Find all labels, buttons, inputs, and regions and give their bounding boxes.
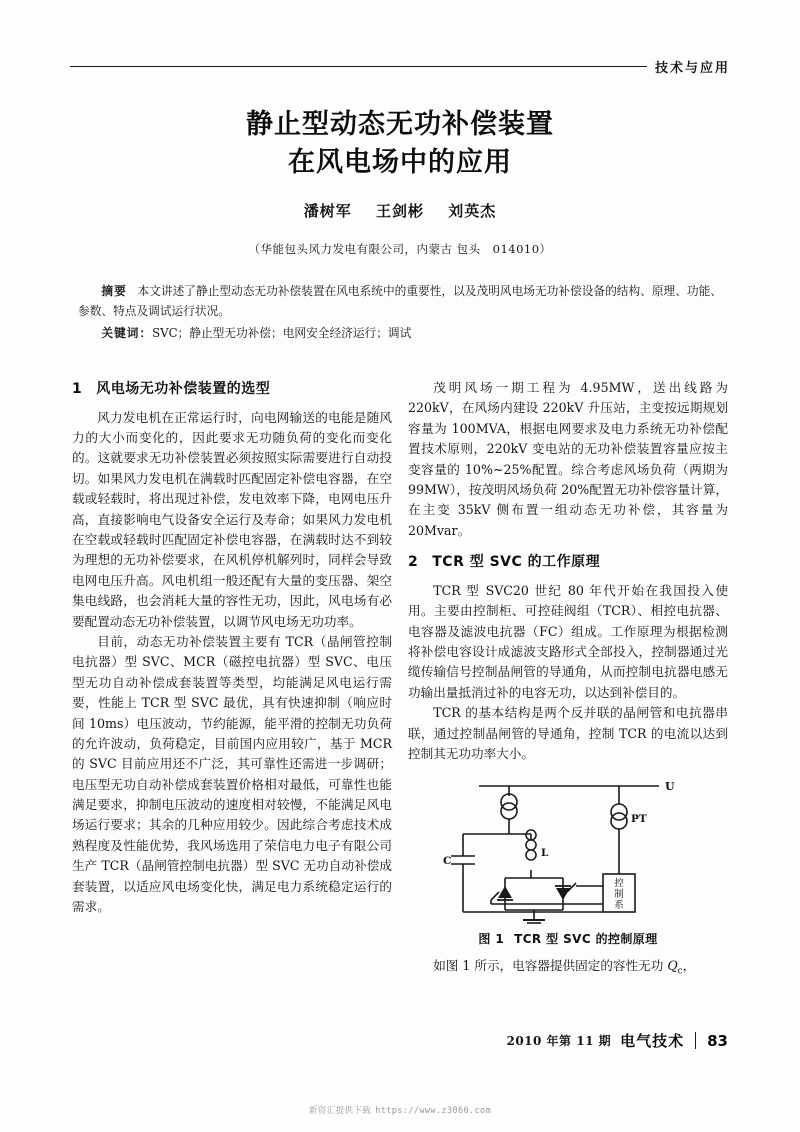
- thyristor-symbol-2: [556, 888, 570, 900]
- page-title: [70, 106, 730, 183]
- thyristor-symbol-1: [498, 886, 512, 898]
- section-number-1: 1: [72, 381, 83, 397]
- footer-issue: 2010 年第 11 期: [506, 1034, 612, 1048]
- section-heading-1: [72, 378, 392, 401]
- section-heading-2: [408, 551, 728, 574]
- section-2-paragraph-1: TCR 型 SVC20 世纪 80 年代开始在我国投入使用。主要由控制柜、可控硅阀组（TCR）、相控电抗器、电容器及滤波电抗器（FC）组成。工作原理为根据检测将补偿电容设计成滤波支路形式全部投入，控制器通过光缆传输信号控制晶闸管的导通角，从而控制电抗器电感无功输出量抵消过补的电容无功，以达到补偿目的。: [408, 582, 728, 700]
- quantity-symbol-qc: [667, 957, 683, 977]
- watermark-text: 新资汇提供下载: [308, 1106, 372, 1116]
- figure-number: 图 1: [478, 932, 505, 947]
- section-title-1: 风电场无功补偿装置的选型: [96, 381, 271, 397]
- capacitor-label: C: [443, 855, 452, 868]
- author-1: 潘树军: [303, 201, 352, 220]
- left-column: [72, 378, 392, 917]
- author-3: 刘英杰: [448, 201, 497, 220]
- page-footer: [0, 1030, 800, 1051]
- figure-1: [408, 774, 728, 949]
- download-watermark: [0, 1104, 800, 1116]
- right-column-intro-paragraph: 茂明风场一期工程为 4.95MW，送出线路为 220kV，在风场内建设 220kV 升压站，主变按远期规划容量为 100MVA，根据电网要求及电力系统无功补偿配置技术原则，220kV 变电站的无功补偿装置容量应按主变容量的 10%~25%配置。综合考虑风场负荷（两期为 99MW），按茂明风场负荷 20%配置无功补偿容量计算，在主变 35kV 侧布置一组动态无功补偿，其容量为 20Mvar。: [408, 380, 728, 538]
- running-head: [70, 56, 730, 76]
- abstract-label: 摘要: [101, 284, 127, 298]
- bus-label: U: [665, 780, 675, 794]
- title-line-1: 静止型动态无功补偿装置: [246, 109, 554, 140]
- abstract-block: [78, 281, 722, 343]
- symbol-q: Q: [667, 957, 678, 973]
- after-figure-paragraph: [408, 956, 728, 979]
- controller-label-char-3: 系: [614, 900, 624, 912]
- watermark-url: https://www.z3060.com: [375, 1106, 492, 1116]
- pt-symbol-upper: [611, 804, 627, 820]
- section-title-2: TCR 型 SVC 的工作原理: [432, 554, 601, 571]
- controller-label-char-2: 制: [614, 889, 624, 901]
- section-1-paragraph-1: 风力发电机在正常运行时，向电网输送的电能是随风力的大小而变化的，因此要求无功随负荷的变化而变化的。这就要求无功补偿装置必须按照实际需要进行自动投切。如果风力发电机在满载时匹配固定补偿电容器，在空载或轻载时，将出现过补偿，发电效率下降，电网电压升高，直接影响电气设备安全运行及寿命；如果风力发电机在空载或轻载时匹配固定补偿电容器，在满载时达不到较为理想的无功补偿要求，在风机停机解列时，同样会导致电网电压升高。风电机组一般还配有大量的变压器、架空集电线路，也会消耗大量的容性无功，因此，风电场有必要配置动态无功补偿装置，以调节风电场无功功率。: [72, 409, 392, 629]
- section-number-2: 2: [408, 554, 419, 571]
- abstract-paragraph: [78, 281, 722, 321]
- section-1-paragraph-2: 目前，动态无功补偿装置主要有 TCR（晶闸管控制电抗器）型 SVC、MCR（磁控电抗器）型 SVC、电压型无功自动补偿成套装置等类型，均能满足风电运行需要，性能上 TCR 型 SVC 最优，具有快速抑制（响应时间 10ms）电压波动，节约能源，能平滑的控制无功负荷的允许波动，负荷稳定，目前国内应用较广，基于 MCR 的 SVC 目前应用还不广泛，其可靠性还需进一步调研；电压型无功自动补偿成套装置价格相对最低，可靠性也能满足要求，抑制电压波动的速度相对较慢，不能满足风电场运行要求；其余的几种应用较少。因此综合考虑技术成熟程度及性能优势，我风场选用了荣信电力电子有限公司生产 TCR（晶闸管控制电抗器）型 SVC 无功自动补偿成套装置，以适应风电场变化快，满足电力系统稳定运行的需求。: [72, 633, 392, 915]
- after-figure-prefix: 如图 1 所示，电容器提供固定的容性无功: [433, 957, 668, 973]
- title-block: [70, 106, 730, 257]
- symbol-subscript-c: c: [677, 966, 683, 977]
- keywords-paragraph: [78, 323, 722, 343]
- author-list: [70, 200, 730, 221]
- keywords-label: 关键词：: [101, 326, 153, 341]
- tcr-svc-circuit-diagram: [443, 774, 693, 926]
- author-2: 王剑彬: [375, 201, 424, 220]
- ct-symbol-lower: [501, 803, 517, 819]
- abstract-text: 本文讲述了静止型动态无功补偿装置在风电系统中的重要性，以及茂明风电场无功补偿设备的结构、原理、功能、参数、特点及调试运行状况。: [78, 284, 722, 319]
- controller-label-char-1: 控: [614, 878, 624, 890]
- running-head-rule: [70, 66, 647, 67]
- right-column: [408, 378, 728, 979]
- footer-journal-name: 电气技术: [620, 1032, 685, 1050]
- keywords-text: SVC；静止型无功补偿；电网安全经济运行；调试: [152, 326, 412, 341]
- figure-caption: [408, 930, 728, 949]
- thyristor-gate-2: [567, 883, 576, 892]
- affiliation: （华能包头风力发电有限公司，内蒙古 包头 014010）: [248, 241, 552, 256]
- figure-caption-text: TCR 型 SVC 的控制原理: [514, 932, 658, 947]
- thyristor-gate-1: [491, 892, 499, 900]
- pt-symbol-lower: [611, 813, 627, 829]
- ct-symbol-upper: [501, 794, 517, 810]
- inductor-label: L: [541, 847, 549, 860]
- running-head-label: 技术与应用: [654, 60, 730, 76]
- footer-page-number: 83: [707, 1031, 728, 1050]
- section-2-paragraph-2: TCR 的基本结构是两个反并联的晶闸管和电抗器串联，通过控制晶闸管的导通角，控制 TCR 的电流以达到控制其无功功率大小。: [408, 705, 728, 761]
- after-figure-suffix: ，: [682, 957, 696, 973]
- footer-divider: [695, 1032, 696, 1049]
- title-line-2: 在风电场中的应用: [288, 147, 512, 179]
- pt-label: PT: [631, 813, 647, 826]
